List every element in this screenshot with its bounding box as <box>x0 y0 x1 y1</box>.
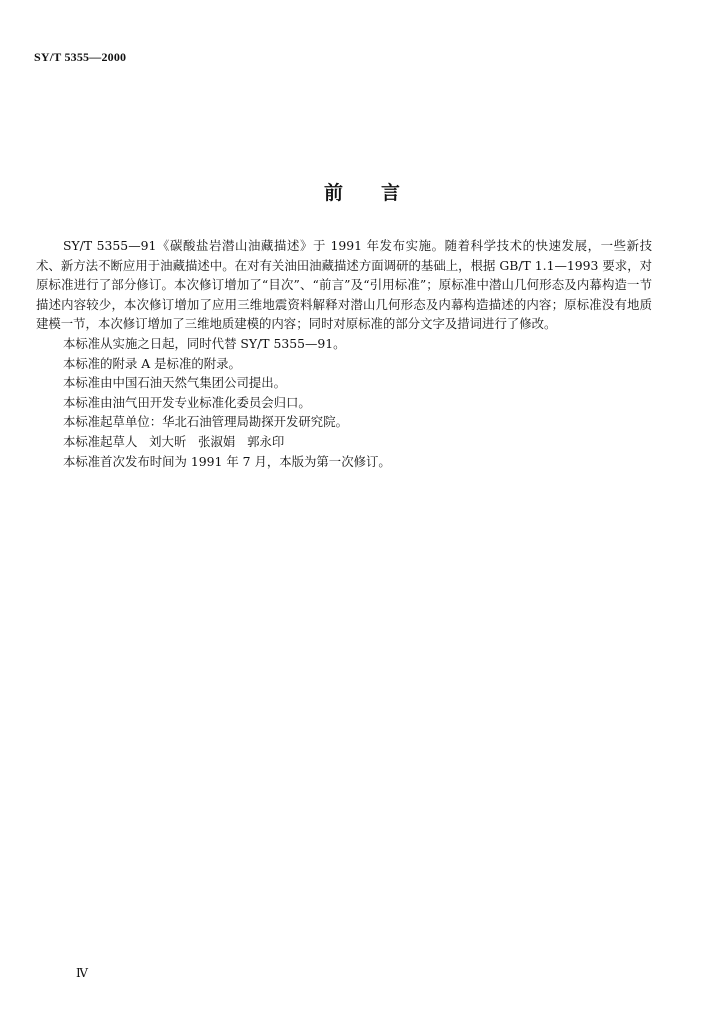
intro-paragraph: SY/T 5355—91《碳酸盐岩潜山油藏描述》于 1991 年发布实施。随着科学技术的快速发展，一些新技术、新方法不断应用于油藏描述中。在对有关油田油藏描述方面调研的基础上，根据 GB/T 1.1—1993 要求，对原标准进行了部分修订。本次修订增加了“目次”、“前言”及“引用标准”；原标准中潜山几何形态及内幕构造一节描述内容较少，本次修订增加了应用三维地震资料解释对潜山几何形态及内幕构造描述的内容；原标准没有地质建模一节，本次修订增加了三维地质建模的内容；同时对原标准的部分文字及措词进行了修改。 <box>36 238 652 332</box>
paragraph-drafters: 本标准起草人 刘大昕 张淑娟 郭永印 <box>63 433 285 449</box>
title-char-1: 前 <box>323 182 343 204</box>
paragraph-proposer: 本标准由中国石油天然气集团公司提出。 <box>63 375 287 391</box>
paragraph-committee: 本标准由油气田开发专业标准化委员会归口。 <box>63 394 311 410</box>
foreword-body <box>36 236 652 471</box>
standard-code-header: SY/T 5355—2000 <box>34 50 127 64</box>
paragraph-replacement: 本标准从实施之日起，同时代替 SY/T 5355—91。 <box>63 335 346 351</box>
page-title <box>0 178 724 205</box>
title-char-2: 言 <box>381 182 401 204</box>
page-number: Ⅳ <box>76 966 88 980</box>
paragraph-first-release: 本标准首次发布时间为 1991 年 7 月，本版为第一次修订。 <box>63 453 391 469</box>
paragraph-appendix: 本标准的附录 A 是标准的附录。 <box>63 355 241 371</box>
paragraph-drafting-unit: 本标准起草单位：华北石油管理局勘探开发研究院。 <box>63 414 348 430</box>
